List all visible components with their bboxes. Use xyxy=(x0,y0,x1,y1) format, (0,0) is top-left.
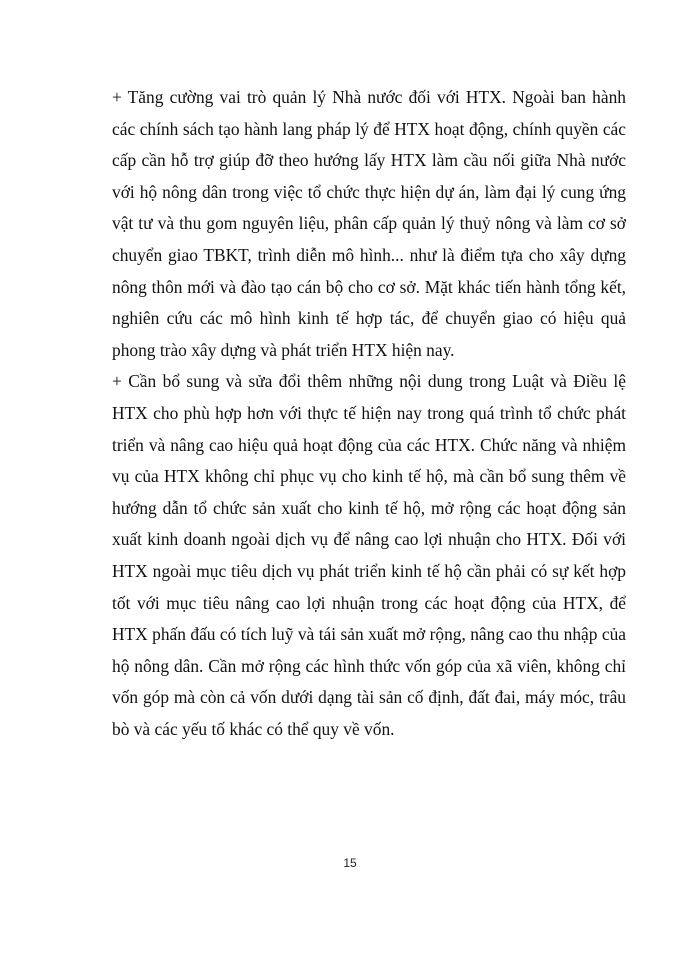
paragraph-state-management: + Tăng cường vai trò quản lý Nhà nước đối với HTX. Ngoài ban hành các chính sách tạo hành lang pháp lý để HTX hoạt động, chính quyền các cấp cần hỗ trợ giúp đỡ theo hướng lấy HTX làm cầu nối giữa Nhà nước với hộ nông dân trong việc tổ chức thực hiện dự án, làm đại lý cung ứng vật tư và thu gom nguyên liệu, phân cấp quản lý thuỷ nông và làm cơ sở chuyển giao TBKT, trình diễn mô hình... như là điểm tựa cho xây dựng nông thôn mới và đào tạo cán bộ cho cơ sở. Mặt khác tiến hành tổng kết, nghiên cứu các mô hình kinh tế hợp tác, để chuyển giao có hiệu quả phong trào xây dựng và phát triển HTX hiện nay. xyxy=(112,87,626,360)
paragraph-law-amendment: + Cần bổ sung và sửa đổi thêm những nội dung trong Luật và Điều lệ HTX cho phù hợp hơn với thực tế hiện nay trong quá trình tổ chức phát triển và nâng cao hiệu quả hoạt động của các HTX. Chức năng và nhiệm vụ của HTX không chỉ phục vụ cho kinh tế hộ, mà cần bổ sung thêm về hướng dẫn tổ chức sản xuất cho kinh tế hộ, mở rộng các hoạt động sản xuất kinh doanh ngoài dịch vụ để nâng cao lợi nhuận cho HTX. Đối với HTX ngoài mục tiêu dịch vụ phát triển kinh tế hộ cần phải có sự kết hợp tốt với mục tiêu nâng cao lợi nhuận trong các hoạt động của HTX, để HTX phấn đấu có tích luỹ và tái sản xuất mở rộng, nâng cao thu nhập của hộ nông dân. Cần mở rộng các hình thức vốn góp của xã viên, không chỉ vốn góp mà còn cả vốn dưới dạng tài sản cố định, đất đai, máy móc, trâu bò và các yếu tố khác có thể quy về vốn. xyxy=(112,371,626,739)
page-number: 15 xyxy=(343,856,357,870)
document-body xyxy=(112,82,626,745)
